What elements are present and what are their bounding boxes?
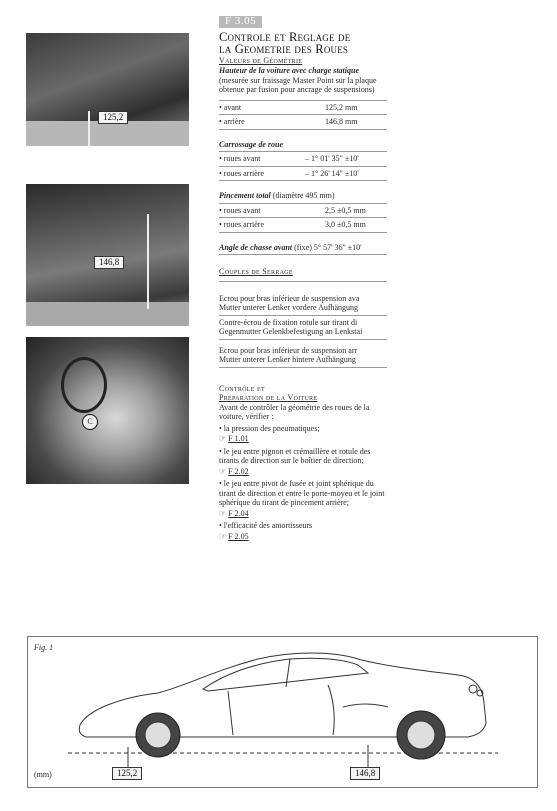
valeurs-heading: Valeurs de Géométrie	[219, 55, 303, 65]
figure-label: Fig. 1	[34, 643, 54, 652]
photo-rear-height	[26, 184, 189, 326]
hauteur-row-arriere: • arrière 146,8 mm	[219, 115, 387, 130]
couples-item: Ecrou pour bras inférieur de suspension arr Mutter unterer Lenker hintere Aufhängung	[219, 345, 358, 364]
photo-callout-c: C	[82, 414, 98, 430]
photo-measure-label: 125,2	[98, 111, 128, 124]
carrossage-row-avant: • roues avant – 1° 01' 35" ±10'	[219, 152, 387, 167]
text-column	[219, 16, 387, 541]
couples-heading: Couples de Serrage	[219, 267, 293, 276]
controle-item: • la pression des pneumatiques; ☞ F 1.01	[219, 424, 387, 444]
page-title: Controle et Reglage de la Geometrie des Roues	[219, 29, 351, 56]
pincement-row-avant: • roues avant 2,5 ±0,5 mm	[219, 204, 387, 219]
car-side-drawing	[28, 637, 537, 787]
pincement-title-line: Pincement total (diamètre 495 mm)	[219, 191, 335, 200]
photo-measure-label: 146,8	[94, 256, 124, 269]
hauteur-row-avant: • avant 125,2 mm	[219, 101, 387, 116]
reference-link: ☞ F 1.01	[219, 434, 249, 443]
front-height-value: 125,2	[112, 767, 142, 780]
controle-intro: Avant de contrôler la géométrie des roues de la voiture, vérifier :	[219, 402, 370, 421]
couples-item: Ecrou pour bras inférieur de suspension ava Mutter unterer Lenker vordere Aufhängung	[219, 293, 360, 312]
hauteur-note: (mesurée sur fraissage Master Point sur la plaque obtenue par fusion pour ancrage de suspensions)	[219, 75, 377, 94]
reference-link: ☞ F 2.05	[219, 531, 249, 541]
reference-link: ☞ F 2.02	[219, 466, 249, 476]
chasse-line: Angle de chasse avant (fixe) 5° 57' 36" ±10'	[219, 243, 387, 256]
figure-unit: (mm)	[34, 770, 52, 779]
couples-item: Contre-écrou de fixation rotule sur tirant di Gegenmutter Gelenkbefestigung an Lenkstai	[219, 317, 363, 336]
photo-interior	[26, 337, 189, 484]
pincement-row-arriere: • roues arrière 3,0 ±0,5 mm	[219, 218, 387, 233]
carrossage-row-arriere: • roues arrière – 1° 26' 14" ±10'	[219, 167, 387, 182]
hauteur-title: Hauteur de la voiture avec charge statique	[219, 66, 359, 75]
photo-front-height	[26, 33, 189, 146]
carrossage-title: Carrossage de roue	[219, 139, 284, 149]
controle-heading: Contrôle et Préparation de la Voiture	[219, 383, 318, 402]
controle-item: • le jeu entre pignon et crémaillère et rotule des tirants de direction sur le boîtier de direction; ☞ F 2.02	[219, 447, 387, 477]
figure-box	[27, 636, 538, 788]
reference-link: ☞ F 2.04	[219, 508, 249, 518]
controle-item: • le jeu entre pivot de fusée et joint sphérique du tirant de direction et entre le porte-moyeu et le joint sphérique du tirant de pincement arrière; ☞ F 2.04	[219, 479, 387, 518]
section-code: F 3.05	[219, 16, 262, 28]
controle-item: • l'efficacité des amortisseurs ☞ F 2.05	[219, 521, 387, 541]
rear-height-value: 146,8	[350, 767, 380, 780]
